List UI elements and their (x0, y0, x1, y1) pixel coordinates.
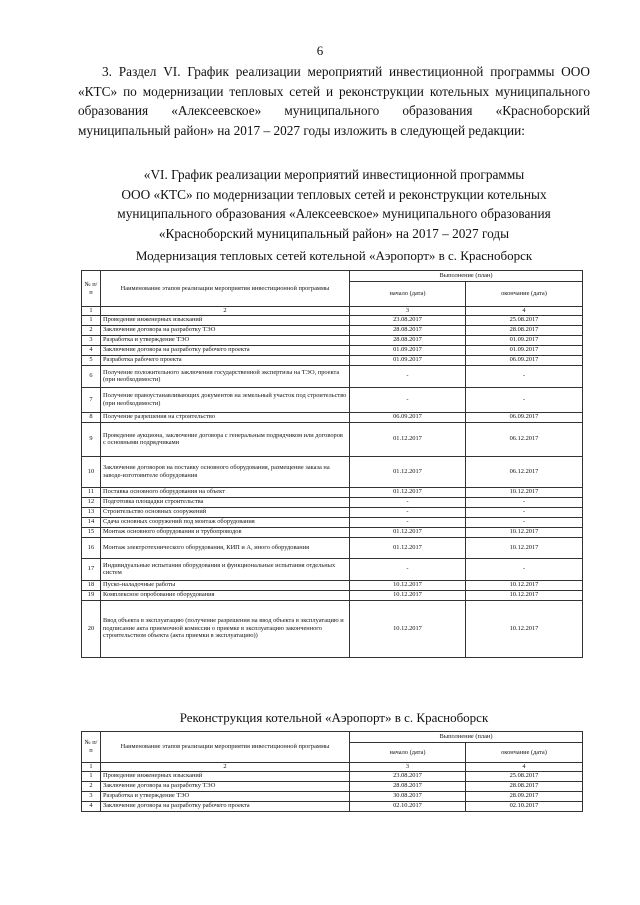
cell-stage-name: Пуско-наладочные работы (101, 580, 350, 590)
col-header-end: окончание (дата) (466, 282, 583, 307)
cell-stage-name: Ввод объекта в эксплуатацию (получение разрешения на ввод объекта в эксплуатацию и подписание акта приемочной комиссии о приемке в эксплуатацию законченного строительством объекта (акта приемки в эксплуатацию)) (101, 600, 350, 657)
cell-stage-name: Разработка рабочего проекта (101, 355, 350, 365)
table1-caption: Модернизация тепловых сетей котельной «Аэропорт» в с. Красноборск (135, 248, 533, 263)
table1-body (82, 315, 583, 657)
cell-num: 11 (82, 487, 101, 497)
table-row (82, 345, 583, 355)
cell-stage-name: Строительство основных сооружений (101, 507, 350, 517)
cell-start-date: 06.09.2017 (350, 412, 466, 422)
cell-num: 18 (82, 580, 101, 590)
cell-start-date: 01.09.2017 (350, 345, 466, 355)
col-index-1: 1 (82, 307, 101, 316)
cell-num: 3 (82, 791, 101, 801)
cell-end-date: 10.12.2017 (466, 537, 583, 558)
heading-line-4: «Красноборский муниципальный район» на 2017 – 2027 годы (158, 225, 510, 241)
cell-stage-name: Заключение договора на разработку рабочего проекта (101, 801, 350, 811)
cell-start-date: - (350, 387, 466, 412)
cell-num: 2 (82, 325, 101, 335)
cell-start-date: 01.12.2017 (350, 487, 466, 497)
cell-stage-name: Монтаж электротехнического оборудования, КИП и А, иного оборудования (101, 537, 350, 558)
cell-num: 5 (82, 355, 101, 365)
cell-start-date: 23.08.2017 (350, 315, 466, 325)
col-index-2: 2 (101, 307, 350, 316)
table2-caption: Реконструкция котельной «Аэропорт» в с. Красноборск (179, 710, 489, 725)
cell-end-date: - (466, 517, 583, 527)
cell-start-date: 01.12.2017 (350, 527, 466, 537)
cell-stage-name: Поставка основного оборудования на объект (101, 487, 350, 497)
col-index-1: 1 (82, 763, 101, 772)
cell-start-date: 28.08.2017 (350, 781, 466, 791)
cell-stage-name: Заключение договора на разработку рабочего проекта (101, 345, 350, 355)
cell-start-date: 01.12.2017 (350, 422, 466, 456)
heading-line-3: муниципального образования «Алексеевское» муниципального образования (117, 206, 551, 221)
cell-stage-name: Индивидуальные испытания оборудования и функциональные испытания отдельных систем (101, 558, 350, 580)
cell-start-date: - (350, 507, 466, 517)
cell-num: 8 (82, 412, 101, 422)
cell-stage-name: Заключение договора на разработку ТЭО (101, 325, 350, 335)
cell-end-date: 06.09.2017 (466, 355, 583, 365)
cell-stage-name: Заключение договоров на поставку основного оборудования, размещение заказа на заводе-изготовителе оборудования (101, 456, 350, 487)
cell-num: 10 (82, 456, 101, 487)
table-row (82, 801, 583, 811)
cell-start-date: 01.09.2017 (350, 355, 466, 365)
cell-end-date: 25.08.2017 (466, 315, 583, 325)
cell-start-date: - (350, 558, 466, 580)
col-index-4: 4 (466, 763, 583, 772)
cell-num: 3 (82, 335, 101, 345)
col-header-start: начало (дата) (350, 282, 466, 307)
cell-stage-name: Заключение договора на разработку ТЭО (101, 781, 350, 791)
cell-num: 4 (82, 801, 101, 811)
cell-start-date: - (350, 497, 466, 507)
page-number: 6 (316, 43, 324, 58)
cell-end-date: 28.08.2017 (466, 325, 583, 335)
table-row (82, 781, 583, 791)
cell-stage-name: Получение разрешения на строительство (101, 412, 350, 422)
table-row (82, 387, 583, 412)
table-row (82, 315, 583, 325)
cell-num: 16 (82, 537, 101, 558)
cell-num: 1 (82, 771, 101, 781)
cell-stage-name: Комплексное опробование оборудования (101, 590, 350, 600)
table-row (82, 507, 583, 517)
cell-num: 19 (82, 590, 101, 600)
cell-num: 4 (82, 345, 101, 355)
cell-end-date: - (466, 387, 583, 412)
schedule-table-boiler-reconstruction (81, 731, 583, 812)
col-header-start: начало (дата) (350, 743, 466, 763)
cell-start-date: 30.08.2017 (350, 791, 466, 801)
col-header-name: Наименование этапов реализации мероприятия инвестиционной программы (101, 732, 350, 763)
col-index-3: 3 (350, 307, 466, 316)
cell-start-date: 10.12.2017 (350, 590, 466, 600)
cell-num: 6 (82, 365, 101, 387)
table-row (82, 527, 583, 537)
table2-body (82, 771, 583, 811)
cell-start-date: 01.12.2017 (350, 537, 466, 558)
cell-num: 15 (82, 527, 101, 537)
col-header-num: № п/п (82, 732, 101, 763)
table-row (82, 558, 583, 580)
cell-num: 12 (82, 497, 101, 507)
cell-start-date: - (350, 517, 466, 527)
col-header-name: Наименование этапов реализации мероприятия инвестиционной программы (101, 271, 350, 307)
table-row (82, 580, 583, 590)
cell-num: 17 (82, 558, 101, 580)
cell-end-date: 01.09.2017 (466, 345, 583, 355)
col-header-exec: Выполнение (план) (350, 732, 583, 743)
table-row (82, 590, 583, 600)
col-header-num: № п/п (82, 271, 101, 307)
cell-end-date: 10.12.2017 (466, 580, 583, 590)
cell-end-date: - (466, 507, 583, 517)
heading-line-2: ООО «КТС» по модернизации тепловых сетей и реконструкции котельных (121, 186, 547, 202)
cell-stage-name: Получение положительного заключения государственной экспертизы на ТЭО, проекта (при необходимости) (101, 365, 350, 387)
cell-end-date: 06.12.2017 (466, 422, 583, 456)
cell-num: 20 (82, 600, 101, 657)
cell-end-date: 28.08.2017 (466, 781, 583, 791)
table-row (82, 791, 583, 801)
col-header-end: окончание (дата) (466, 743, 583, 763)
cell-stage-name: Сдача основных сооружений под монтаж оборудования (101, 517, 350, 527)
table-row (82, 325, 583, 335)
table-row (82, 422, 583, 456)
cell-num: 7 (82, 387, 101, 412)
cell-start-date: 10.12.2017 (350, 580, 466, 590)
table-row (82, 537, 583, 558)
cell-end-date: 10.12.2017 (466, 527, 583, 537)
cell-stage-name: Проведение аукциона, заключение договора с генеральным подрядчиком или договоров с основными подрядчиками (101, 422, 350, 456)
cell-stage-name: Получение правоустанавливающих документов на земельный участок под строительство (при необходимости) (101, 387, 350, 412)
schedule-table-heating-networks (81, 270, 583, 658)
cell-end-date: - (466, 365, 583, 387)
cell-start-date: 02.10.2017 (350, 801, 466, 811)
table-row (82, 497, 583, 507)
cell-stage-name: Разработка и утверждение ТЭО (101, 335, 350, 345)
cell-end-date: 10.12.2017 (466, 600, 583, 657)
cell-stage-name: Проведение инженерных изысканий (101, 315, 350, 325)
cell-stage-name: Монтаж основного оборудования и трубопроводов (101, 527, 350, 537)
table-row (82, 355, 583, 365)
col-header-exec: Выполнение (план) (350, 271, 583, 282)
heading-line-1: «VI. График реализации мероприятий инвестиционной программы (143, 167, 525, 182)
table-row (82, 487, 583, 497)
cell-num: 9 (82, 422, 101, 456)
table-row (82, 517, 583, 527)
cell-end-date: 06.12.2017 (466, 456, 583, 487)
cell-stage-name: Подготовка площадки строительства (101, 497, 350, 507)
col-index-3: 3 (350, 763, 466, 772)
cell-num: 14 (82, 517, 101, 527)
col-index-2: 2 (101, 763, 350, 772)
cell-end-date: 10.12.2017 (466, 487, 583, 497)
cell-end-date: 10.12.2017 (466, 590, 583, 600)
intro-text: 3. Раздел VI. График реализации мероприятий инвестиционной программы ООО «КТС» по модернизации тепловых сетей и реконструкции котельных муниципального образования «Алексеевское» муниципального образования «Красноборский муниципальный район» на 2017 – 2027 годы изложить в следующей редакции: (78, 64, 590, 138)
col-index-4: 4 (466, 307, 583, 316)
cell-num: 2 (82, 781, 101, 791)
cell-end-date: 02.10.2017 (466, 801, 583, 811)
cell-stage-name: Проведение инженерных изысканий (101, 771, 350, 781)
cell-end-date: - (466, 558, 583, 580)
cell-num: 13 (82, 507, 101, 517)
table-row (82, 412, 583, 422)
cell-start-date: 10.12.2017 (350, 600, 466, 657)
cell-end-date: - (466, 497, 583, 507)
cell-end-date: 01.09.2017 (466, 335, 583, 345)
table-row (82, 365, 583, 387)
intro-paragraph (78, 62, 590, 140)
cell-num: 1 (82, 315, 101, 325)
cell-start-date: 28.08.2017 (350, 335, 466, 345)
table-row (82, 600, 583, 657)
table-row (82, 456, 583, 487)
cell-end-date: 06.09.2017 (466, 412, 583, 422)
cell-start-date: 28.08.2017 (350, 325, 466, 335)
cell-end-date: 25.08.2017 (466, 771, 583, 781)
cell-start-date: 01.12.2017 (350, 456, 466, 487)
table-row (82, 771, 583, 781)
cell-start-date: - (350, 365, 466, 387)
cell-start-date: 23.08.2017 (350, 771, 466, 781)
section-heading (78, 165, 590, 243)
table-row (82, 335, 583, 345)
cell-end-date: 28.09.2017 (466, 791, 583, 801)
cell-stage-name: Разработка и утверждение ТЭО (101, 791, 350, 801)
